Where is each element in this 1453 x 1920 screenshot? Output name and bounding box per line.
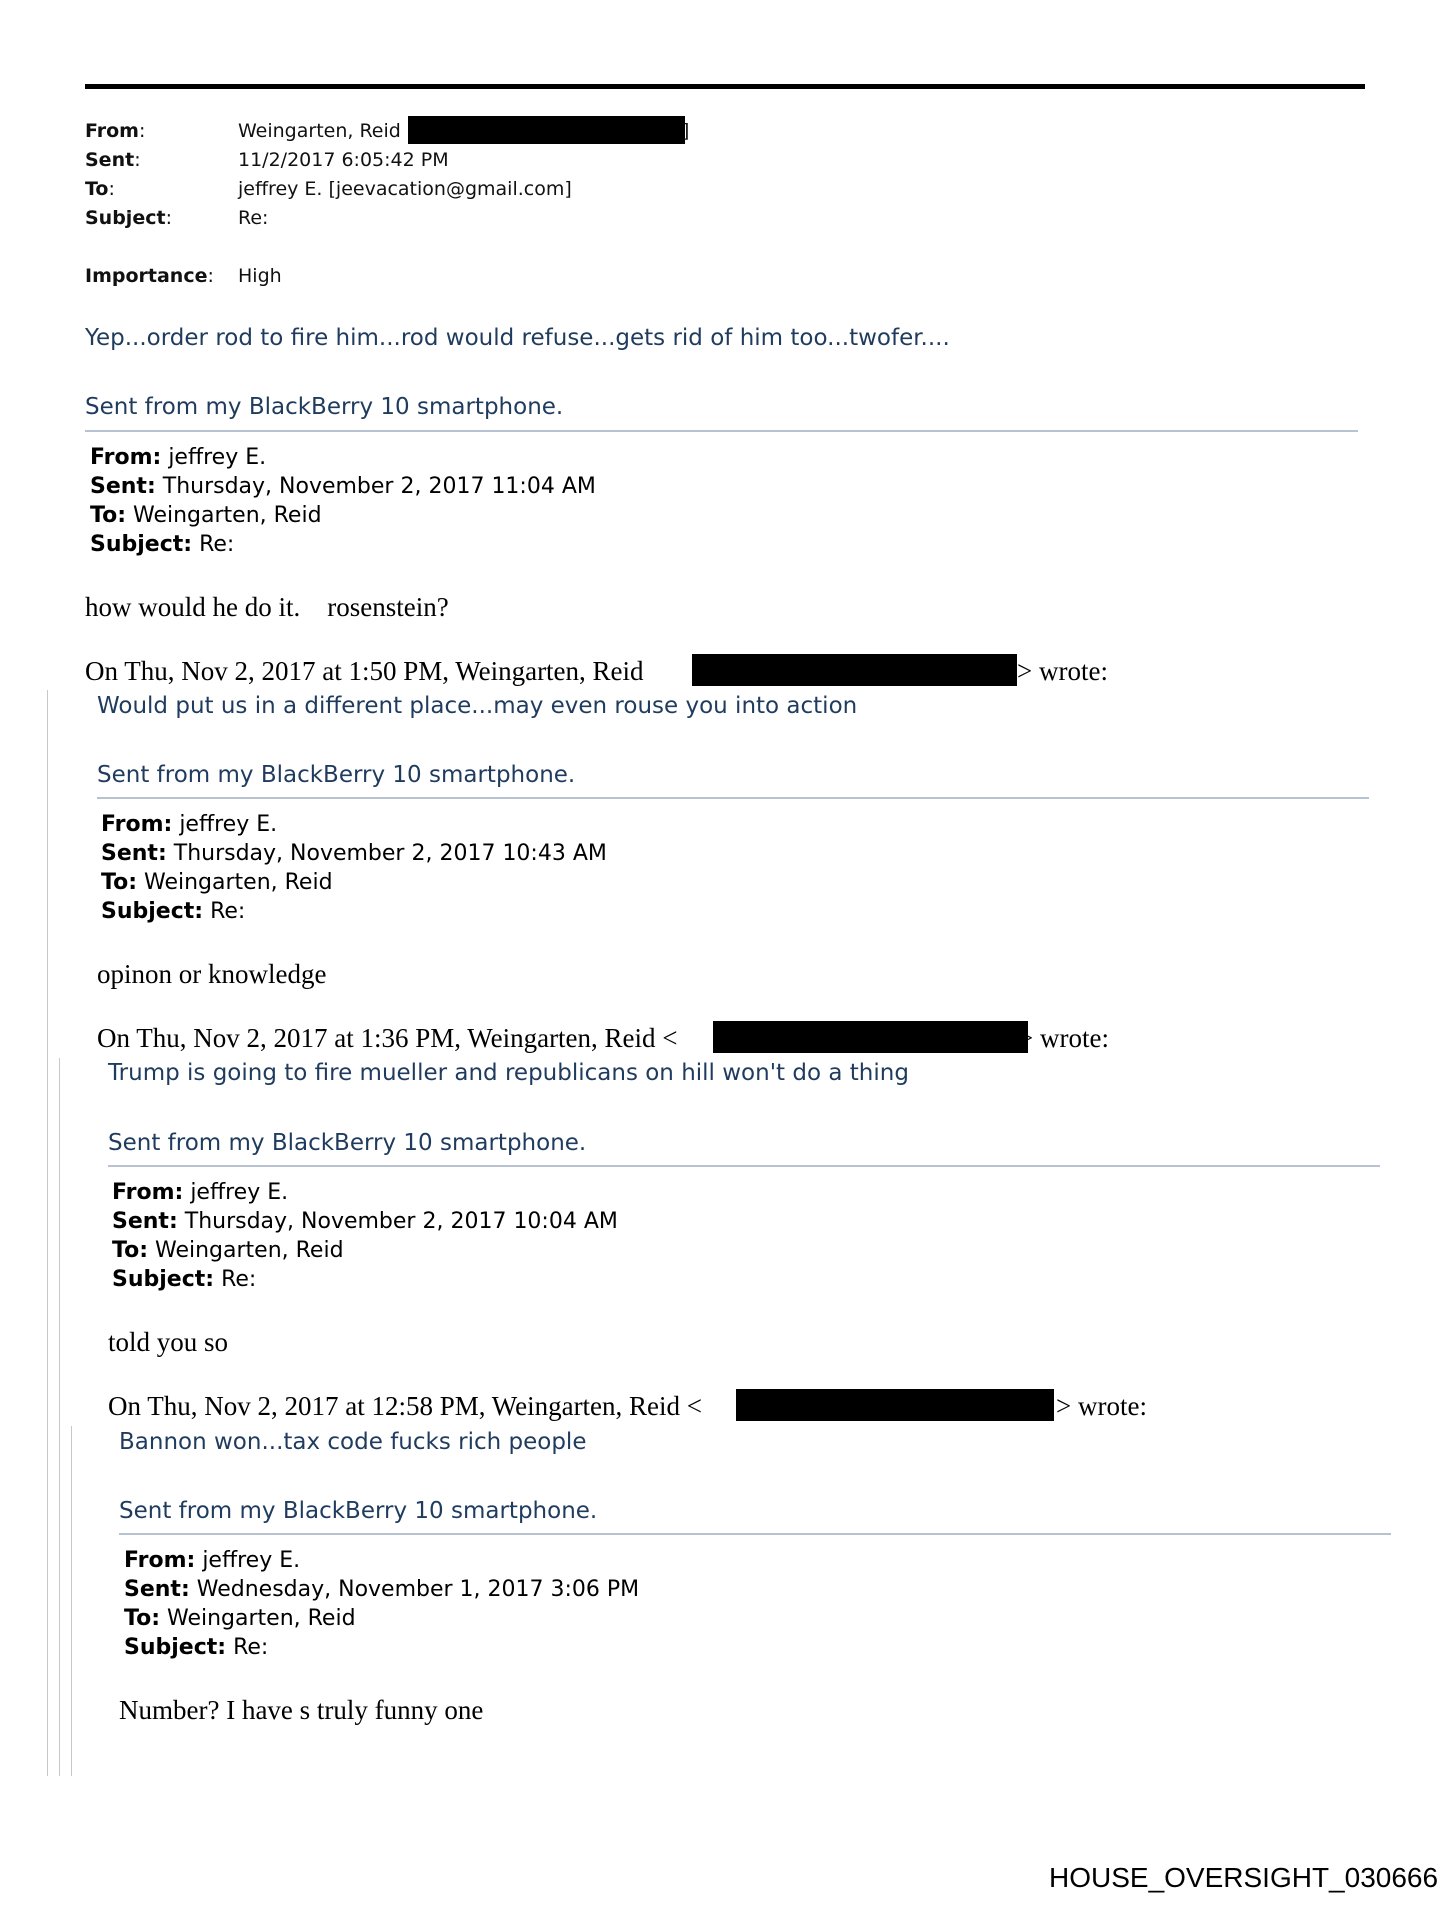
quote-bar [47, 690, 48, 1060]
wrote-suffix: > wrote: [1056, 1391, 1147, 1421]
header-subject-label: Subject: [85, 207, 172, 229]
quote-bar [59, 1058, 60, 1428]
header-importance-label: Importance: [85, 265, 214, 287]
quoted-from: From: jeffrey E. [101, 812, 278, 837]
quoted-header [124, 1546, 639, 1662]
wrote-line: On Thu, Nov 2, 2017 at 12:58 PM, Weingarten, Reid < [108, 1391, 703, 1421]
header-sent-value: 11/2/2017 6:05:42 PM [238, 149, 449, 171]
top-rule [85, 84, 1365, 89]
redaction-box [713, 1021, 1028, 1053]
message-body: Bannon won...tax code fucks rich people [119, 1429, 587, 1455]
quote-bar [47, 1426, 48, 1776]
header-to-label: To: [85, 178, 115, 200]
quote-bar [71, 1426, 72, 1776]
wrote-line: On Thu, Nov 2, 2017 at 1:50 PM, Weingarten, Reid [85, 656, 644, 686]
separator-line [85, 430, 1358, 432]
quoted-header [112, 1178, 618, 1294]
quoted-sent: Sent: Thursday, November 2, 2017 10:43 AM [101, 841, 607, 866]
header-importance-value: High [238, 265, 282, 287]
quoted-sent: Sent: Thursday, November 2, 2017 11:04 AM [90, 474, 596, 499]
quoted-to: To: Weingarten, Reid [112, 1238, 344, 1263]
quoted-header [101, 810, 607, 926]
quoted-sent: Sent: Thursday, November 2, 2017 10:04 AM [112, 1209, 618, 1234]
message-body: Would put us in a different place...may even rouse you into action [97, 693, 858, 719]
redaction-box [736, 1389, 1054, 1421]
separator-line [119, 1533, 1391, 1535]
quote-bar [47, 1058, 48, 1428]
blackberry-signature: Sent from my BlackBerry 10 smartphone. [119, 1498, 598, 1524]
header-subject-value: Re: [238, 207, 269, 229]
header-from-value: Weingarten, Reid [238, 120, 401, 142]
quoted-to: To: Weingarten, Reid [124, 1606, 356, 1631]
message-body: Trump is going to fire mueller and republicans on hill won't do a thing [108, 1060, 909, 1086]
quoted-subject: Subject: Re: [101, 899, 246, 924]
header-sent-label: Sent: [85, 149, 141, 171]
quote-bar [59, 1426, 60, 1776]
bates-number: HOUSE_OVERSIGHT_030666 [1049, 1862, 1439, 1893]
header-from-label: From: [85, 120, 146, 142]
quoted-from: From: jeffrey E. [112, 1180, 289, 1205]
wrote-suffix: > wrote: [1018, 1023, 1109, 1053]
quoted-subject: Subject: Re: [90, 532, 235, 557]
quoted-from: From: jeffrey E. [90, 445, 267, 470]
quoted-to: To: Weingarten, Reid [90, 503, 322, 528]
blackberry-signature: Sent from my BlackBerry 10 smartphone. [108, 1130, 587, 1156]
quoted-to: To: Weingarten, Reid [101, 870, 333, 895]
blackberry-signature: Sent from my BlackBerry 10 smartphone. [97, 762, 576, 788]
redaction-box [408, 116, 685, 144]
message-body: opinon or knowledge [97, 959, 327, 989]
quoted-subject: Subject: Re: [124, 1635, 269, 1660]
quoted-header [90, 443, 596, 559]
quoted-sent: Sent: Wednesday, November 1, 2017 3:06 PM [124, 1577, 640, 1602]
quoted-subject: Subject: Re: [112, 1267, 257, 1292]
message-body: Number? I have s truly funny one [119, 1695, 484, 1725]
quoted-from: From: jeffrey E. [124, 1548, 301, 1573]
wrote-line: On Thu, Nov 2, 2017 at 1:36 PM, Weingarten, Reid < [97, 1023, 678, 1053]
message-body: Yep...order rod to fire him...rod would refuse...gets rid of him too...twofer.... [85, 325, 950, 351]
message-body: told you so [108, 1327, 229, 1357]
wrote-suffix: > wrote: [1017, 656, 1108, 686]
separator-line [108, 1165, 1380, 1167]
separator-line [97, 797, 1369, 799]
message-body: how would he do it. rosenstein? [85, 592, 449, 622]
header-from-bracket: ] [682, 120, 690, 142]
blackberry-signature: Sent from my BlackBerry 10 smartphone. [85, 394, 564, 420]
header-to-value: jeffrey E. [jeevacation@gmail.com] [238, 178, 572, 200]
redaction-box [692, 654, 1017, 686]
